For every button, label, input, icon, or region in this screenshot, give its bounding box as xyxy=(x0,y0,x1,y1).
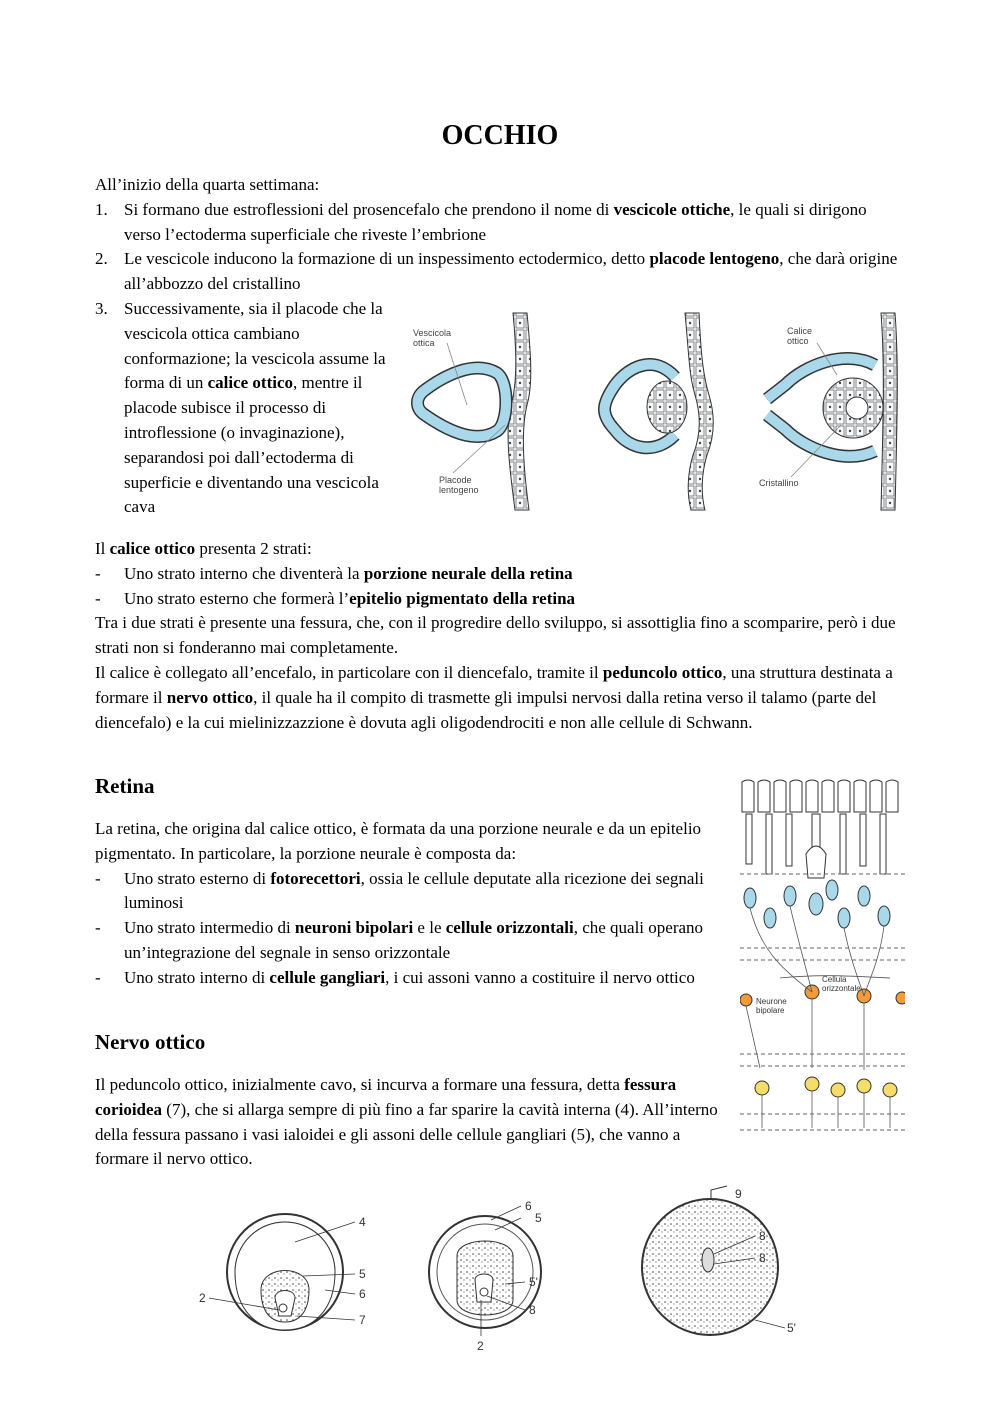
retina-paragraph: La retina, che origina dal calice ottico, è formata da una porzione neurale e da un epitelio pigmentato. In particolare, la porzione neurale è composta da: xyxy=(95,819,702,863)
retina-layer-outer: - Uno strato esterno di fotorecettori, ossia le cellule deputate alla ricezione dei segnali luminosi xyxy=(95,868,704,913)
figure-retina-layers xyxy=(740,778,905,1150)
label-2: 2 xyxy=(199,1291,206,1305)
label-calice-ottico: ottico xyxy=(787,336,809,346)
step-text: , le quali si dirigono verso l’ectoderma superficiale che riveste l’embrione xyxy=(124,199,867,244)
label-5-prime: 5' xyxy=(787,1321,796,1335)
step-number: 3. xyxy=(95,299,108,318)
label-vescicola-ottica: Vescicola xyxy=(413,328,452,338)
panel-invagination xyxy=(605,313,714,510)
step-1 xyxy=(95,198,900,248)
label-placode-lentogeno: lentogeno xyxy=(439,485,479,495)
panel-optic-vesicle xyxy=(413,313,531,510)
heading-nervo-ottico: Nervo ottico xyxy=(95,1030,206,1054)
step-text: , che darà origine all’abbozzo del cristallino xyxy=(124,249,898,294)
step-3 xyxy=(95,297,393,520)
label-8: 8 xyxy=(529,1303,536,1317)
step-text: , mentre il placode subisce il processo di introflessione (o invaginazione), separandosi poi dall’ectoderma di superficie e diventando una vescicola cava xyxy=(124,373,379,517)
label-8: 8 xyxy=(759,1251,766,1265)
term-cellule-orizzontali: cellule orizzontali xyxy=(445,918,574,938)
calice-intro: Il calice ottico presenta 2 strati: xyxy=(95,539,312,558)
section-c xyxy=(642,1186,796,1335)
calice-paragraph-2: Il calice è collegato all’encefalo, in particolare con il diencefalo, tramite il peduncolo ottico, una struttura destinata a formare il nervo ottico, il quale ha il compito di trasmette gli impulsi nervosi dalla retina verso il talamo (parte del diencefalo) e la cui mielinizzazzione è dovuta agli oligodendrociti e non alle cellule di Schwann. xyxy=(95,662,893,732)
intro-section xyxy=(95,173,900,297)
term-placode-lentogeno: placode lentogeno xyxy=(649,249,780,269)
term-peduncolo-ottico: peduncolo ottico xyxy=(602,662,723,682)
heading-retina: Retina xyxy=(95,774,155,798)
term-calice-ottico: calice ottico xyxy=(207,373,294,393)
step-text: Successivamente, sia il placode che la vescicola ottica cambiano conformazione; la vescicola assume la forma di un xyxy=(124,299,386,393)
term-neuroni-bipolari: neuroni bipolari xyxy=(294,918,414,938)
label-calice-ottico: Calice xyxy=(787,326,813,336)
label-neurone-bipolare: bipolare xyxy=(756,1006,785,1015)
step-number: 1. xyxy=(95,199,108,219)
intro-text: All’inizio della quarta settimana: xyxy=(95,175,320,194)
dash-bullet: - xyxy=(95,868,101,888)
retina-layer-inner: - Uno strato interno di cellule gangliari, i cui assoni vanno a costituire il nervo ottico xyxy=(95,966,729,991)
calice-layer-outer: - Uno strato esterno che formerà l’epitelio pigmentato della retina xyxy=(95,587,900,612)
calice-layer-inner: - Uno strato interno che diventerà la porzione neurale della retina xyxy=(95,562,900,587)
section-a xyxy=(199,1214,366,1330)
label-8: 8 xyxy=(759,1229,766,1243)
dash-bullet: - xyxy=(95,563,101,583)
label-4: 4 xyxy=(359,1215,366,1229)
label-6: 6 xyxy=(359,1287,366,1301)
page-title: OCCHIO xyxy=(441,120,559,151)
label-7: 7 xyxy=(359,1313,366,1327)
step-number: 2. xyxy=(95,249,108,269)
term-epitelio-pigmentato: epitelio pigmentato della retina xyxy=(349,588,576,608)
term-vescicole-ottiche: vescicole ottiche xyxy=(613,199,731,219)
label-5: 5 xyxy=(359,1267,366,1281)
label-2: 2 xyxy=(477,1339,484,1353)
step-2 xyxy=(95,247,900,297)
dash-bullet: - xyxy=(95,918,101,938)
label-placode-lentogeno: Placode xyxy=(439,475,472,485)
panel-optic-cup xyxy=(759,313,897,510)
term-fotorecettori: fotorecettori xyxy=(270,868,361,888)
nervo-section xyxy=(95,1073,725,1172)
calice-paragraph-1: Tra i due strati è presente una fessura, che, con il progredire dello sviluppo, si assottiglia fino a scomparire, però i due strati non si fonderanno mai completamente. xyxy=(95,613,896,658)
dash-bullet: - xyxy=(95,967,101,987)
dash-bullet: - xyxy=(95,588,101,608)
step-text: Le vescicole inducono la formazione di un inspessimento ectodermico, detto xyxy=(124,249,650,269)
label-cristallino: Cristallino xyxy=(759,478,799,488)
term-cellule-gangliari: cellule gangliari xyxy=(269,967,386,987)
calice-section xyxy=(95,537,900,735)
term-calice-ottico: calice ottico xyxy=(109,539,196,558)
step-text: Si formano due estroflessioni del prosencefalo che prendono il nome di xyxy=(124,199,614,219)
nervo-paragraph: Il peduncolo ottico, inizialmente cavo, si incurva a formare una fessura, detta fessura corioidea (7), che si allarga sempre di più fino a far sparire la cavità interna (4). All’interno della fessura passano i vasi ialoidei e gli assoni delle cellule gangliari (5), che vanno a formare il nervo ottico. xyxy=(95,1075,718,1169)
section-b xyxy=(429,1199,542,1353)
retina-layer-middle: - Uno strato intermedio di neuroni bipolari e le cellule orizzontali, che quali operano un’integrazione del segnale in senso orizzontale xyxy=(95,918,704,962)
step-3-block xyxy=(95,297,393,520)
figure-optic-cup-development xyxy=(405,305,915,517)
term-porzione-neurale: porzione neurale della retina xyxy=(363,563,573,583)
label-cellula-orizzontale: Cellula xyxy=(822,975,847,984)
label-vescicola-ottica: ottica xyxy=(413,338,435,348)
label-5-prime: 5' xyxy=(529,1275,538,1289)
label-neurone-bipolare: Neurone xyxy=(756,997,787,1006)
term-nervo-ottico: nervo ottico xyxy=(166,687,254,707)
figure-optic-stalk-sections xyxy=(195,1180,805,1355)
retina-section xyxy=(95,817,729,991)
label-6: 6 xyxy=(525,1199,532,1213)
label-9: 9 xyxy=(735,1187,742,1201)
label-cellula-orizzontale: orizzontale xyxy=(822,984,861,993)
label-5: 5 xyxy=(535,1211,542,1225)
term-fessura-corioidea: fessura corioidea xyxy=(95,1075,677,1119)
